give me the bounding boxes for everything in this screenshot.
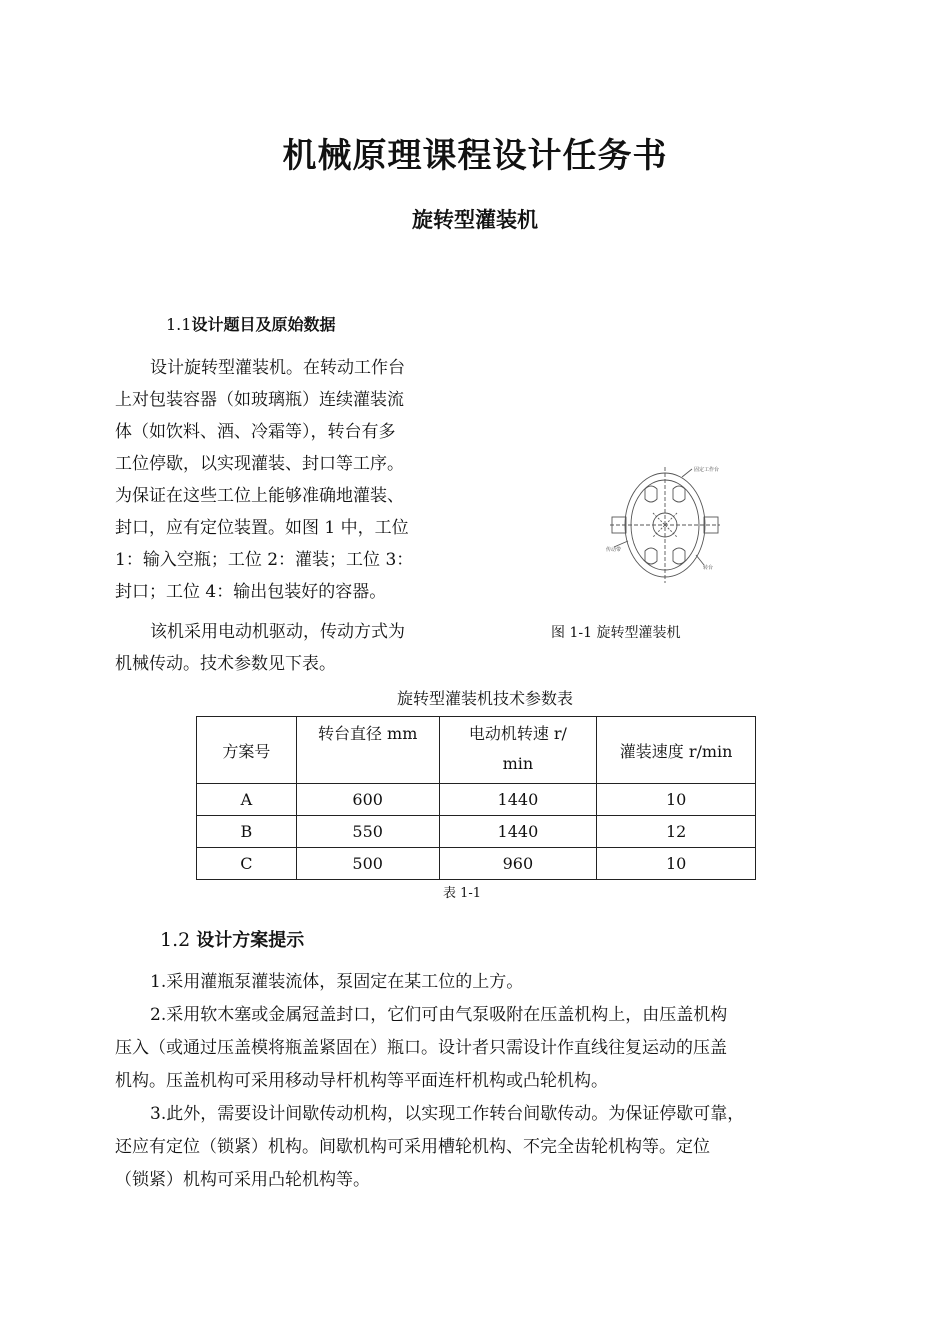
section-1-paragraph-2 — [115, 616, 465, 680]
section-1-number: 1.1 — [166, 315, 192, 334]
cell-motor-speed: 1440 — [439, 816, 597, 848]
header-scheme: 方案号 — [197, 717, 297, 784]
cell-diameter: 550 — [296, 816, 439, 848]
paragraph-line: 1：输入空瓶；工位 2：灌装；工位 3： — [115, 550, 414, 570]
label-belt: 传动带 — [606, 547, 622, 553]
document-title: 机械原理课程设计任务书 — [282, 136, 668, 176]
table-row — [197, 784, 756, 816]
cell-diameter: 500 — [296, 848, 439, 880]
section-1-paragraph — [115, 352, 465, 608]
cell-motor-speed: 1440 — [439, 784, 597, 816]
header-motor-speed — [439, 717, 597, 784]
section-2-number: 1.2 — [160, 929, 191, 951]
paragraph-line: 1.采用灌瓶泵灌装流体，泵固定在某工位的上方。 — [150, 972, 524, 992]
paragraph-line: 机构。压盖机构可采用移动导杆机构等平面连杆机构或凸轮机构。 — [115, 1071, 608, 1091]
paragraph-line: 还应有定位（锁紧）机构。间歇机构可采用槽轮机构、不完全齿轮机构等。定位 — [115, 1137, 710, 1157]
cell-scheme: B — [197, 816, 297, 848]
section-1-title: 设计题目及原始数据 — [191, 315, 336, 334]
parameters-table — [196, 716, 756, 880]
paragraph-line: 3.此外，需要设计间歇传动机构，以实现工作转台间歇传动。为保证停歇可靠， — [150, 1104, 745, 1124]
section-2-title: 设计方案提示 — [196, 930, 305, 951]
label-turntable: 转台 — [703, 565, 714, 571]
document-subtitle: 旋转型灌装机 — [412, 208, 538, 232]
paragraph-line: 2.采用软木塞或金属冠盖封口，它们可由气泵吸附在压盖机构上，由压盖机构 — [150, 1005, 728, 1025]
paragraph-line: 机械传动。技术参数见下表。 — [115, 654, 336, 674]
rotary-filler-diagram — [600, 455, 740, 595]
header-motor-line2: min — [502, 754, 534, 773]
header-diameter: 转台直径 mm — [296, 717, 439, 784]
table-row — [197, 816, 756, 848]
cell-scheme: C — [197, 848, 297, 880]
paragraph-line: 该机采用电动机驱动，传动方式为 — [150, 622, 405, 642]
section-1-heading — [166, 312, 335, 335]
cell-motor-speed: 960 — [439, 848, 597, 880]
paragraph-line: 体（如饮料、酒、冷霜等），转台有多 — [115, 422, 396, 442]
section-2-heading — [160, 926, 304, 952]
label-fixed-table: 固定工作台 — [694, 467, 720, 473]
table-row — [197, 848, 756, 880]
cell-scheme: A — [197, 784, 297, 816]
paragraph-line: 压入（或通过压盖模将瓶盖紧固在）瓶口。设计者只需设计作直线往复运动的压盖 — [115, 1038, 727, 1058]
cell-filling-speed: 10 — [597, 848, 756, 880]
cell-diameter: 600 — [296, 784, 439, 816]
paragraph-line: 设计旋转型灌装机。在转动工作台 — [150, 358, 405, 378]
table-title: 旋转型灌装机技术参数表 — [396, 689, 573, 708]
paragraph-line: 封口；工位 4：输出包装好的容器。 — [115, 582, 387, 602]
cell-filling-speed: 12 — [597, 816, 756, 848]
header-filling-speed: 灌装速度 r/min — [597, 717, 756, 784]
paragraph-line: 为保证在这些工位上能够准确地灌装、 — [115, 486, 404, 506]
table-note: 表 1-1 — [442, 886, 482, 901]
header-motor-line1: 电动机转速 r/ — [468, 724, 567, 743]
section-2-body — [115, 966, 840, 1197]
paragraph-line: 封口，应有定位装置。如图 1 中，工位 — [115, 518, 409, 538]
cell-filling-speed: 10 — [597, 784, 756, 816]
figure-caption: 图 1-1 旋转型灌装机 — [551, 625, 681, 641]
paragraph-line: 上对包装容器（如玻璃瓶）连续灌装流 — [115, 390, 404, 410]
table-header-row — [197, 717, 756, 784]
paragraph-line: （锁紧）机构可采用凸轮机构等。 — [115, 1170, 370, 1190]
paragraph-line: 工位停歇，以实现灌装、封口等工序。 — [115, 454, 404, 474]
